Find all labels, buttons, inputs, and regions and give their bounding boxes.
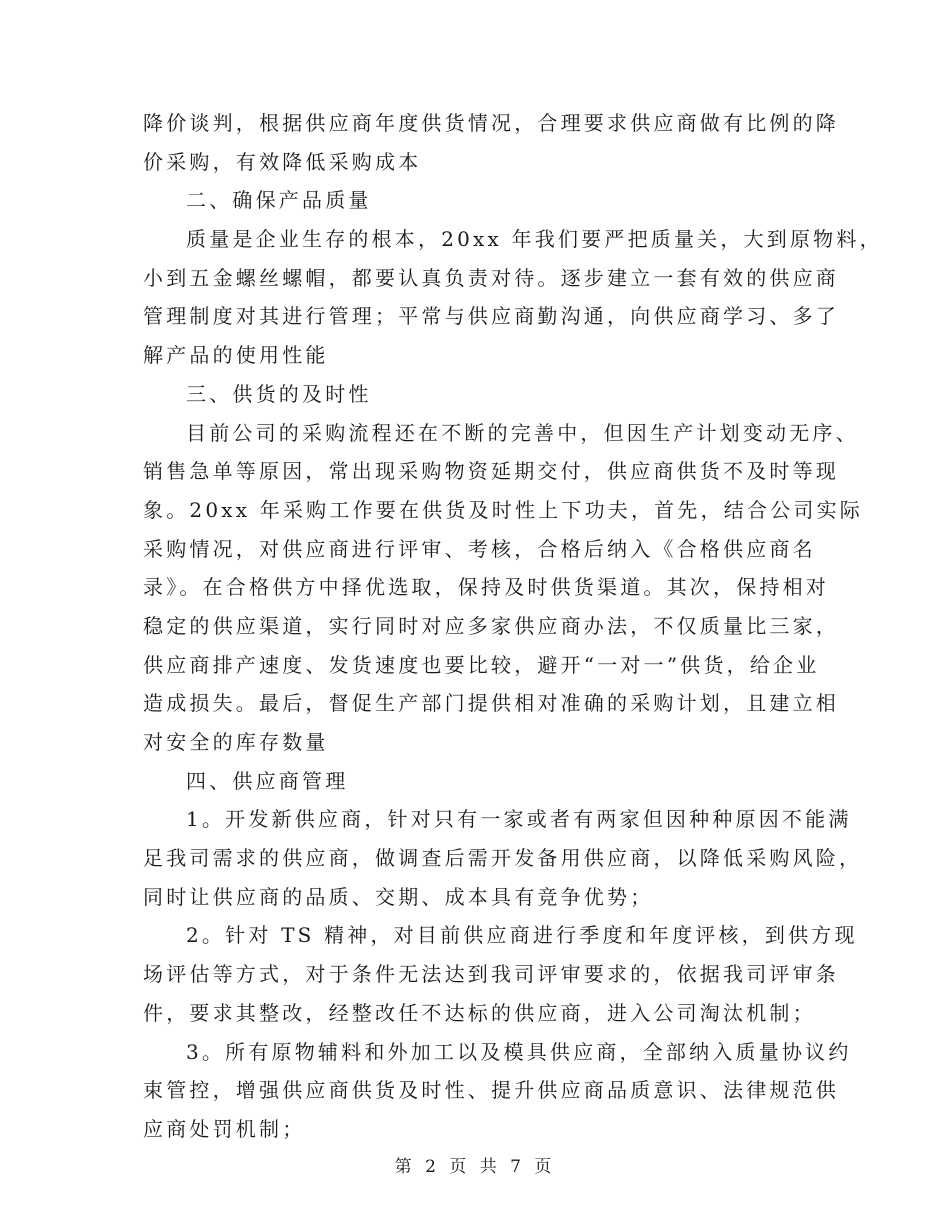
text-line-9: 目前公司的采购流程还在不断的完善中，但因生产计划变动无序、 [186,420,859,445]
text-line-19: 1。开发新供应商，针对只有一家或者有两家但因种种原因不能满 [186,807,852,832]
section-heading-4: 四、供应商管理 [186,768,349,793]
text-line-17: 对安全的库存数量 [143,730,329,754]
text-line-25: 3。所有原物辅料和外加工以及模具供应商，全部纳入质量协议约 [186,1039,852,1064]
text-line-23: 场评估等方式，对于条件无法达到我司评审要求的，依据我司评审条 [143,962,839,987]
text-line-13: 录》。在合格供方中择优选取，保持及时供货渠道。其次，保持相对 [143,575,829,600]
text-line-5: 小到五金螺丝螺帽，都要认真负责对待。逐步建立一套有效的供应商 [143,265,839,290]
text-line-26: 束管控，增强供应商供货及时性、提升供应商品质意识、法律规范供 [143,1078,839,1103]
text-line-4: 质量是企业生存的根本，20xx 年我们要严把质量关，大到原物料， [186,227,883,252]
section-heading-2: 二、确保产品质量 [186,188,372,213]
text-line-1: 降价谈判，根据供应商年度供货情况，合理要求供应商做有比例的降 [143,111,839,135]
page-number-footer: 第 2 页 共 7 页 [394,1157,556,1177]
text-line-16: 造成损失。最后，督促生产部门提供相对准确的采购计划，且建立相 [143,691,839,716]
text-line-6: 管理制度对其进行管理；平常与供应商勤沟通，向供应商学习、多了 [143,304,839,329]
text-line-11: 象。20xx 年采购工作要在供货及时性上下功夫，首先，结合公司实际 [143,497,863,522]
text-line-24: 件，要求其整改，经整改任不达标的供应商，进入公司淘汰机制； [143,1000,816,1025]
section-heading-3: 三、供货的及时性 [186,381,372,406]
text-line-2: 价采购，有效降低采购成本 [143,149,422,174]
document-body [143,104,883,1149]
text-line-14: 稳定的供应渠道，实行同时对应多家供应商办法，不仅质量比三家， [143,613,839,638]
text-line-7: 解产品的使用性能 [143,343,329,368]
text-line-27: 应商处罚机制； [143,1116,306,1141]
text-line-10: 销售急单等原因，常出现采购物资延期交付，供应商供货不及时等现 [143,459,839,484]
text-line-15: 供应商排产速度、发货速度也要比较，避开“一对一”供货，给企业 [143,652,820,677]
text-line-12: 采购情况，对供应商进行评审、考核，合格后纳入《合格供应商名 [143,536,816,561]
text-line-21: 同时让供应商的品质、交期、成本具有竞争优势； [143,884,654,909]
text-line-20: 足我司需求的供应商，做调查后需开发备用供应商，以降低采购风险， [143,846,863,871]
text-line-22: 2。针对 TS 精神，对目前供应商进行季度和年度评核，到供方现 [186,923,858,948]
